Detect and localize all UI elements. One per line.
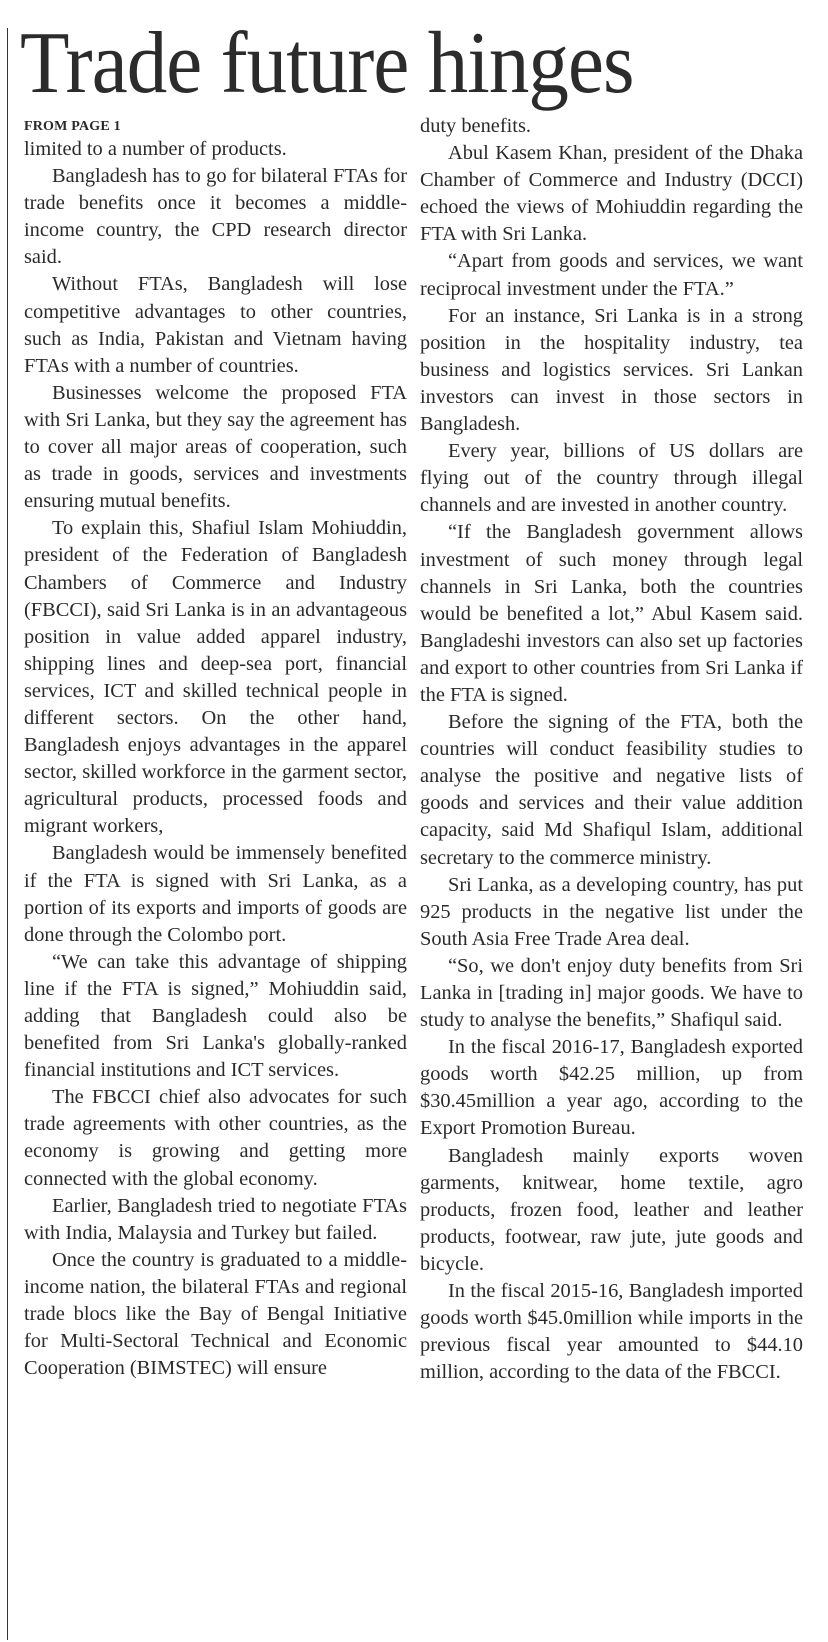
paragraph: Abul Kasem Khan, president of the Dhaka Chamber of Commerce and Industry (DCCI) echoed the views of Mohiuddin regarding the FTA with Sri Lanka.: [420, 142, 803, 246]
paragraph: The FBCCI chief also advocates for such trade agreements with other countries, as the economy is growing and getting more connected with the global economy.: [24, 1086, 407, 1190]
headline: Trade future hinges: [20, 15, 634, 112]
paragraph: “We can take this advantage of shipping line if the FTA is signed,” Mohiuddin said, adding that Bangladesh could also be benefited from Sri Lanka's globally-ranked financial institutions and ICT services.: [24, 950, 407, 1082]
paragraph: Every year, billions of US dollars are flying out of the country through illegal channels and are invested in another country.: [420, 440, 803, 517]
paragraph: Once the country is graduated to a middle-income nation, the bilateral FTAs and regional trade blocs like the Bay of Bengal Initiative for Multi-Sectoral Technical and Economic Cooperation (BIMSTEC) will ensure: [24, 1248, 407, 1380]
paragraph: duty benefits.: [420, 115, 531, 137]
paragraph: Bangladesh has to go for bilateral FTAs for trade benefits once it becomes a middle-income country, the CPD research director said.: [24, 165, 407, 269]
column-rule: [7, 28, 8, 1640]
paragraph: Sri Lanka, as a developing country, has put 925 products in the negative list under the South Asia Free Trade Area deal.: [420, 873, 803, 950]
article-column-right: [420, 113, 803, 1386]
paragraph: To explain this, Shafiul Islam Mohiuddin, president of the Federation of Bangladesh Chambers of Commerce and Industry (FBCCI), said Sri Lanka is in an advantageous position in value added apparel industry, shipping lines and deep-sea port, financial services, ICT and skilled technical people in different sectors. On the other hand, Bangladesh enjoys advantages in the apparel sector, skilled workforce in the garment sector, agricultural products, processed foods and migrant workers,: [24, 517, 407, 838]
paragraph: Earlier, Bangladesh tried to negotiate FTAs with India, Malaysia and Turkey but failed.: [24, 1194, 407, 1244]
paragraph: “If the Bangladesh government allows investment of such money through legal channels in Sri Lanka, both the countries would be benefited a lot,” Abul Kasem said. Bangladeshi investors can also set up factories and export to other countries from Sri Lanka if the FTA is signed.: [420, 521, 803, 706]
paragraph: In the fiscal 2016-17, Bangladesh exported goods worth $42.25 million, up from $30.45million a year ago, according to the Export Promotion Bureau.: [420, 1036, 803, 1140]
article-column-left: [24, 118, 407, 1382]
paragraph: “So, we don't enjoy duty benefits from Sri Lanka in [trading in] major goods. We have to study to analyse the benefits,” Shafiqul said.: [420, 954, 803, 1032]
paragraph: Bangladesh would be immensely benefited if the FTA is signed with Sri Lanka, as a portion of its exports and imports of goods are done through the Colombo port.: [24, 842, 407, 946]
paragraph: Without FTAs, Bangladesh will lose competitive advantages to other countries, such as India, Pakistan and Vietnam having FTAs with a number of countries.: [24, 273, 407, 377]
paragraph: Businesses welcome the proposed FTA with Sri Lanka, but they say the agreement has to cover all major areas of cooperation, such as trade in goods, services and investments ensuring mutual benefits.: [24, 381, 407, 513]
paragraph: Bangladesh mainly exports woven garments, knitwear, home textile, agro products, frozen food, leather and leather products, footwear, raw jute, jute goods and bicycle.: [420, 1144, 803, 1275]
kicker: FROM PAGE 1: [24, 119, 121, 134]
paragraph: Before the signing of the FTA, both the countries will conduct feasibility studies to analyse the positive and negative lists of goods and services and their value addition capacity, said Md Shafiqul Islam, additional secretary to the commerce ministry.: [420, 711, 803, 869]
paragraph: limited to a number of products.: [24, 138, 287, 160]
paragraph: “Apart from goods and services, we want reciprocal investment under the FTA.”: [420, 250, 803, 300]
paragraph: For an instance, Sri Lanka is in a strong position in the hospitality industry, tea business and logistics services. Sri Lankan investors can invest in those sectors in Bangladesh.: [420, 304, 803, 436]
paragraph: In the fiscal 2015-16, Bangladesh imported goods worth $45.0million while imports in the previous fiscal year amounted to $44.10 million, according to the data of the FBCCI.: [420, 1280, 803, 1384]
